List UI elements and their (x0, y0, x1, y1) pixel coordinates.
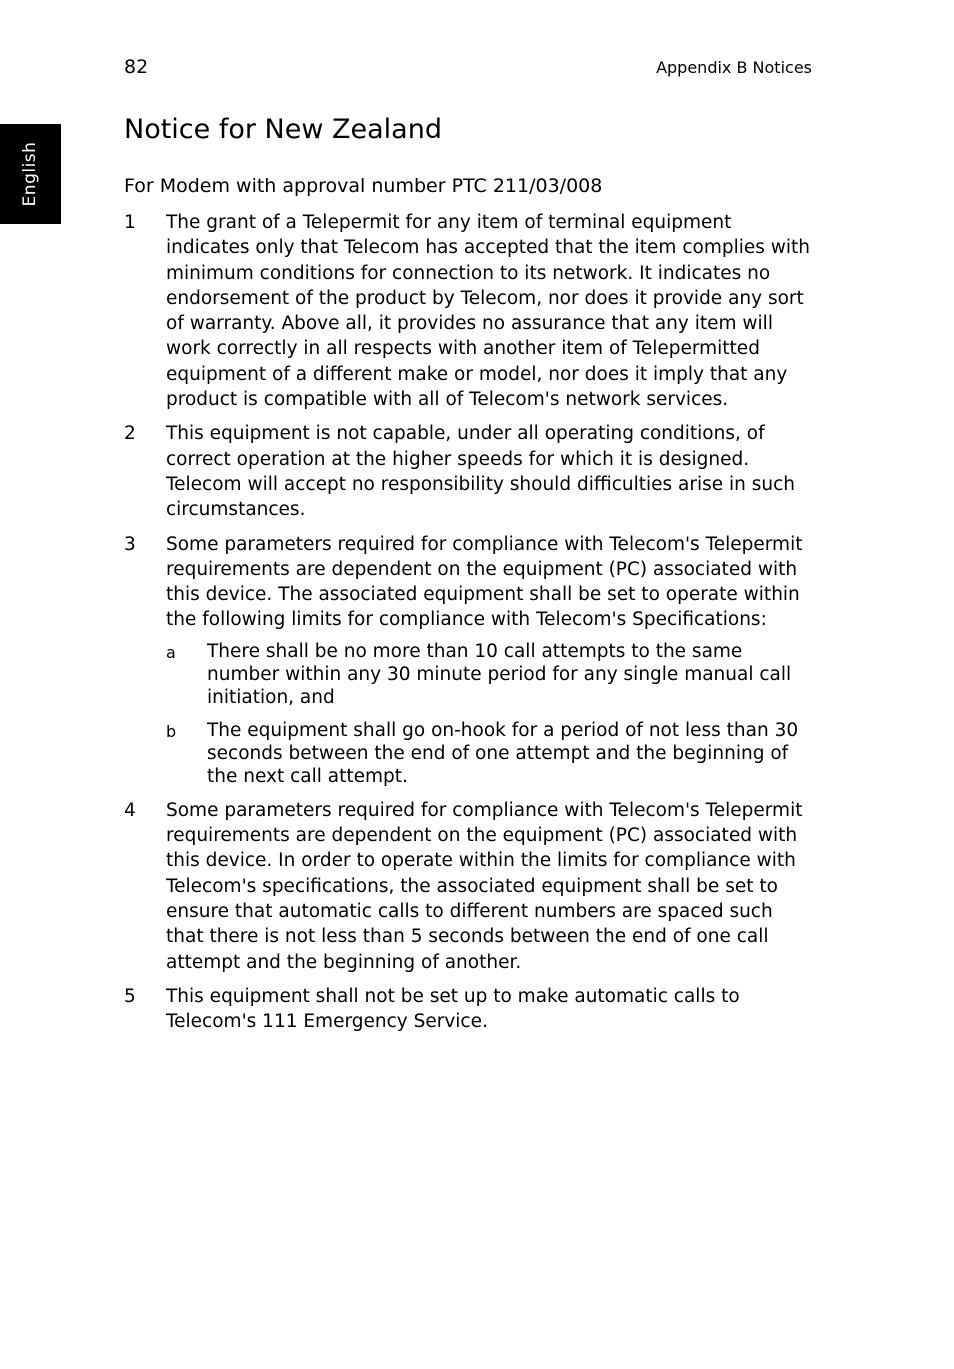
notice-list (124, 210, 814, 1043)
sub-item-letter: a (166, 642, 176, 662)
item-number: 1 (124, 212, 136, 233)
item-text: This equipment shall not be set up to make automatic calls to Telecom's 111 Emergency Service. (166, 985, 740, 1033)
list-item (124, 532, 814, 788)
item-text: The grant of a Telepermit for any item of terminal equipment indicates only that Telecom has accepted that the item complies with minimum conditions for connection to its network. It indicates no endorsement of the product by Telecom, nor does it provide any sort of warranty. Above all, it provides no assurance that any item will work correctly in all respects with another item of Telepermitted equipment of a different make or model, nor does it imply that any product is compatible with all of Telecom's network services. (166, 212, 811, 411)
intro-text: For Modem with approval number PTC 211/03/008 (124, 175, 603, 197)
item-number: 2 (124, 423, 136, 445)
item-number: 4 (124, 799, 136, 821)
language-tab-label: English (20, 141, 40, 207)
list-item (124, 421, 814, 522)
sub-list (166, 640, 814, 788)
running-header: Appendix B Notices (656, 58, 812, 77)
item-text: Some parameters required for compliance with Telecom's Telepermit requirements are dependent on the equipment (PC) associated with this device. In order to operate within the limits for compliance with Telecom's specifications, the associated equipment shall be set to ensure that automatic calls to different numbers are spaced such that there is not less than 5 seconds between the end of one call attempt and the beginning of another. (166, 799, 803, 973)
list-item (124, 798, 814, 975)
sub-item-letter: b (166, 721, 177, 741)
item-number: 3 (124, 533, 136, 555)
sub-item-text: The equipment shall go on-hook for a period of not less than 30 seconds between the end of one attempt and the beginning of the next call attempt. (207, 719, 799, 787)
item-number: 5 (124, 985, 136, 1007)
sub-list-item (166, 719, 814, 788)
list-item (124, 210, 814, 412)
item-text: Some parameters required for compliance with Telecom's Telepermit requirements are dependent on the equipment (PC) associated with this device. The associated equipment shall be set to operate within the following limits for compliance with Telecom's Specifications: (166, 533, 803, 631)
sub-item-text: There shall be no more than 10 call attempts to the same number within any 30 minute period for any single manual call initiation, and (207, 640, 792, 708)
item-text: This equipment is not capable, under all operating conditions, of correct operation at the higher speeds for which it is designed. Telecom will accept no responsibility should difficulties arise in such circumstances. (166, 423, 796, 521)
sub-list-item (166, 640, 814, 709)
page-title: Notice for New Zealand (124, 114, 442, 145)
list-item (124, 984, 814, 1035)
page-number: 82 (124, 56, 149, 78)
